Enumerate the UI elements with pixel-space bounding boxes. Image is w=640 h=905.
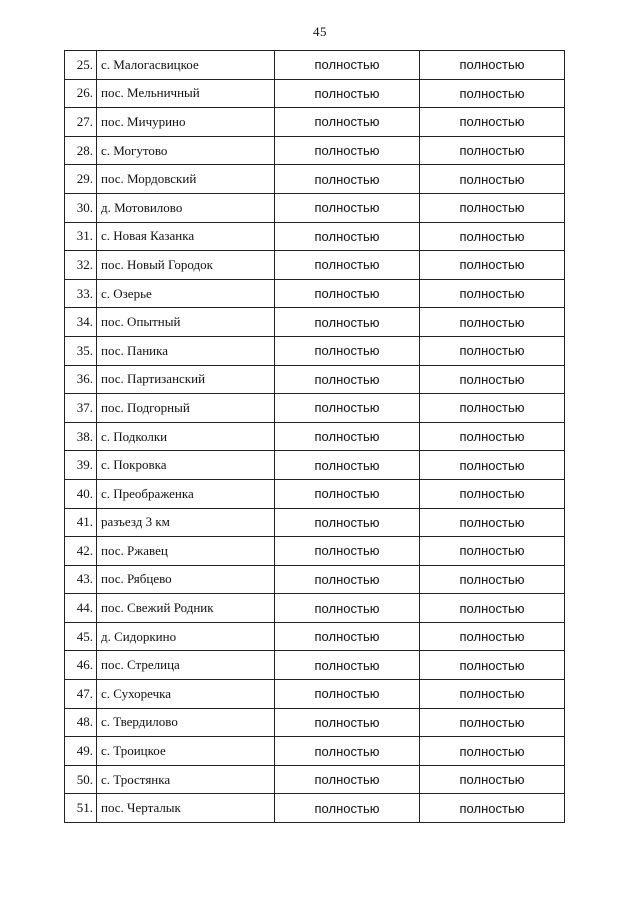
- row-number: 40.: [65, 479, 97, 508]
- status-cell-1: полностью: [275, 537, 420, 566]
- settlement-name: д. Сидоркино: [97, 622, 275, 651]
- status-cell-1: полностью: [275, 451, 420, 480]
- status-cell-2: полностью: [420, 51, 565, 80]
- table-row: [65, 508, 565, 537]
- status-cell-2: полностью: [420, 108, 565, 137]
- status-cell-1: полностью: [275, 765, 420, 794]
- table-row: [65, 79, 565, 108]
- table-row: [65, 365, 565, 394]
- row-number: 36.: [65, 365, 97, 394]
- settlement-name: разъезд 3 км: [97, 508, 275, 537]
- status-cell-2: полностью: [420, 336, 565, 365]
- settlement-name: с. Озерье: [97, 279, 275, 308]
- settlement-name: пос. Черталык: [97, 794, 275, 823]
- settlements-table: [64, 50, 565, 823]
- status-cell-2: полностью: [420, 394, 565, 423]
- status-cell-1: полностью: [275, 279, 420, 308]
- settlement-name: с. Могутово: [97, 136, 275, 165]
- status-cell-2: полностью: [420, 165, 565, 194]
- row-number: 50.: [65, 765, 97, 794]
- status-cell-2: полностью: [420, 79, 565, 108]
- table-row: [65, 594, 565, 623]
- status-cell-1: полностью: [275, 479, 420, 508]
- row-number: 30.: [65, 193, 97, 222]
- status-cell-2: полностью: [420, 622, 565, 651]
- table-row: [65, 308, 565, 337]
- row-number: 35.: [65, 336, 97, 365]
- status-cell-1: полностью: [275, 251, 420, 280]
- settlement-name: пос. Паника: [97, 336, 275, 365]
- table-row: [65, 136, 565, 165]
- row-number: 44.: [65, 594, 97, 623]
- table-row: [65, 394, 565, 423]
- status-cell-2: полностью: [420, 794, 565, 823]
- status-cell-2: полностью: [420, 451, 565, 480]
- table-row: [65, 108, 565, 137]
- table-body: [65, 51, 565, 823]
- table-row: [65, 51, 565, 80]
- table-row: [65, 279, 565, 308]
- settlement-name: с. Малогасвицкое: [97, 51, 275, 80]
- table-row: [65, 708, 565, 737]
- status-cell-1: полностью: [275, 708, 420, 737]
- status-cell-2: полностью: [420, 737, 565, 766]
- table-row: [65, 165, 565, 194]
- table-row: [65, 222, 565, 251]
- settlement-name: пос. Мичурино: [97, 108, 275, 137]
- row-number: 42.: [65, 537, 97, 566]
- row-number: 27.: [65, 108, 97, 137]
- row-number: 48.: [65, 708, 97, 737]
- status-cell-2: полностью: [420, 765, 565, 794]
- table-row: [65, 680, 565, 709]
- page-number: 45: [313, 24, 327, 39]
- status-cell-1: полностью: [275, 193, 420, 222]
- status-cell-1: полностью: [275, 737, 420, 766]
- status-cell-2: полностью: [420, 136, 565, 165]
- settlement-name: с. Сухоречка: [97, 680, 275, 709]
- table-row: [65, 651, 565, 680]
- settlement-name: пос. Свежий Родник: [97, 594, 275, 623]
- status-cell-1: полностью: [275, 79, 420, 108]
- row-number: 34.: [65, 308, 97, 337]
- settlement-name: пос. Опытный: [97, 308, 275, 337]
- settlement-name: с. Покровка: [97, 451, 275, 480]
- settlement-name: с. Новая Казанка: [97, 222, 275, 251]
- row-number: 28.: [65, 136, 97, 165]
- row-number: 43.: [65, 565, 97, 594]
- table-row: [65, 479, 565, 508]
- row-number: 46.: [65, 651, 97, 680]
- status-cell-1: полностью: [275, 651, 420, 680]
- status-cell-2: полностью: [420, 479, 565, 508]
- status-cell-1: полностью: [275, 51, 420, 80]
- status-cell-2: полностью: [420, 594, 565, 623]
- status-cell-1: полностью: [275, 165, 420, 194]
- table-row: [65, 765, 565, 794]
- status-cell-1: полностью: [275, 108, 420, 137]
- settlement-name: с. Подколки: [97, 422, 275, 451]
- status-cell-2: полностью: [420, 251, 565, 280]
- settlement-name: пос. Подгорный: [97, 394, 275, 423]
- table-row: [65, 336, 565, 365]
- status-cell-1: полностью: [275, 336, 420, 365]
- status-cell-1: полностью: [275, 222, 420, 251]
- table-row: [65, 537, 565, 566]
- row-number: 37.: [65, 394, 97, 423]
- status-cell-2: полностью: [420, 508, 565, 537]
- row-number: 49.: [65, 737, 97, 766]
- table-row: [65, 193, 565, 222]
- status-cell-1: полностью: [275, 394, 420, 423]
- status-cell-1: полностью: [275, 365, 420, 394]
- status-cell-2: полностью: [420, 708, 565, 737]
- status-cell-1: полностью: [275, 565, 420, 594]
- status-cell-2: полностью: [420, 193, 565, 222]
- table-row: [65, 794, 565, 823]
- status-cell-2: полностью: [420, 222, 565, 251]
- row-number: 47.: [65, 680, 97, 709]
- settlement-name: д. Мотовилово: [97, 193, 275, 222]
- status-cell-2: полностью: [420, 422, 565, 451]
- row-number: 31.: [65, 222, 97, 251]
- row-number: 41.: [65, 508, 97, 537]
- status-cell-1: полностью: [275, 794, 420, 823]
- settlement-name: пос. Партизанский: [97, 365, 275, 394]
- settlement-name: с. Твердилово: [97, 708, 275, 737]
- settlement-name: пос. Мельничный: [97, 79, 275, 108]
- status-cell-1: полностью: [275, 594, 420, 623]
- row-number: 25.: [65, 51, 97, 80]
- status-cell-1: полностью: [275, 508, 420, 537]
- row-number: 38.: [65, 422, 97, 451]
- status-cell-2: полностью: [420, 365, 565, 394]
- settlement-name: пос. Ржавец: [97, 537, 275, 566]
- status-cell-2: полностью: [420, 680, 565, 709]
- row-number: 33.: [65, 279, 97, 308]
- status-cell-1: полностью: [275, 422, 420, 451]
- table-row: [65, 622, 565, 651]
- status-cell-2: полностью: [420, 537, 565, 566]
- row-number: 29.: [65, 165, 97, 194]
- row-number: 39.: [65, 451, 97, 480]
- settlement-name: пос. Стрелица: [97, 651, 275, 680]
- row-number: 45.: [65, 622, 97, 651]
- status-cell-2: полностью: [420, 565, 565, 594]
- settlement-name: пос. Мордовский: [97, 165, 275, 194]
- status-cell-2: полностью: [420, 651, 565, 680]
- row-number: 32.: [65, 251, 97, 280]
- status-cell-1: полностью: [275, 136, 420, 165]
- settlement-name: с. Тростянка: [97, 765, 275, 794]
- table-row: [65, 737, 565, 766]
- table-row: [65, 251, 565, 280]
- table-row: [65, 451, 565, 480]
- status-cell-2: полностью: [420, 279, 565, 308]
- table-row: [65, 422, 565, 451]
- settlement-name: с. Троицкое: [97, 737, 275, 766]
- settlement-name: пос. Рябцево: [97, 565, 275, 594]
- settlement-name: пос. Новый Городок: [97, 251, 275, 280]
- status-cell-2: полностью: [420, 308, 565, 337]
- row-number: 51.: [65, 794, 97, 823]
- row-number: 26.: [65, 79, 97, 108]
- table-row: [65, 565, 565, 594]
- status-cell-1: полностью: [275, 680, 420, 709]
- settlement-name: с. Преображенка: [97, 479, 275, 508]
- status-cell-1: полностью: [275, 622, 420, 651]
- status-cell-1: полностью: [275, 308, 420, 337]
